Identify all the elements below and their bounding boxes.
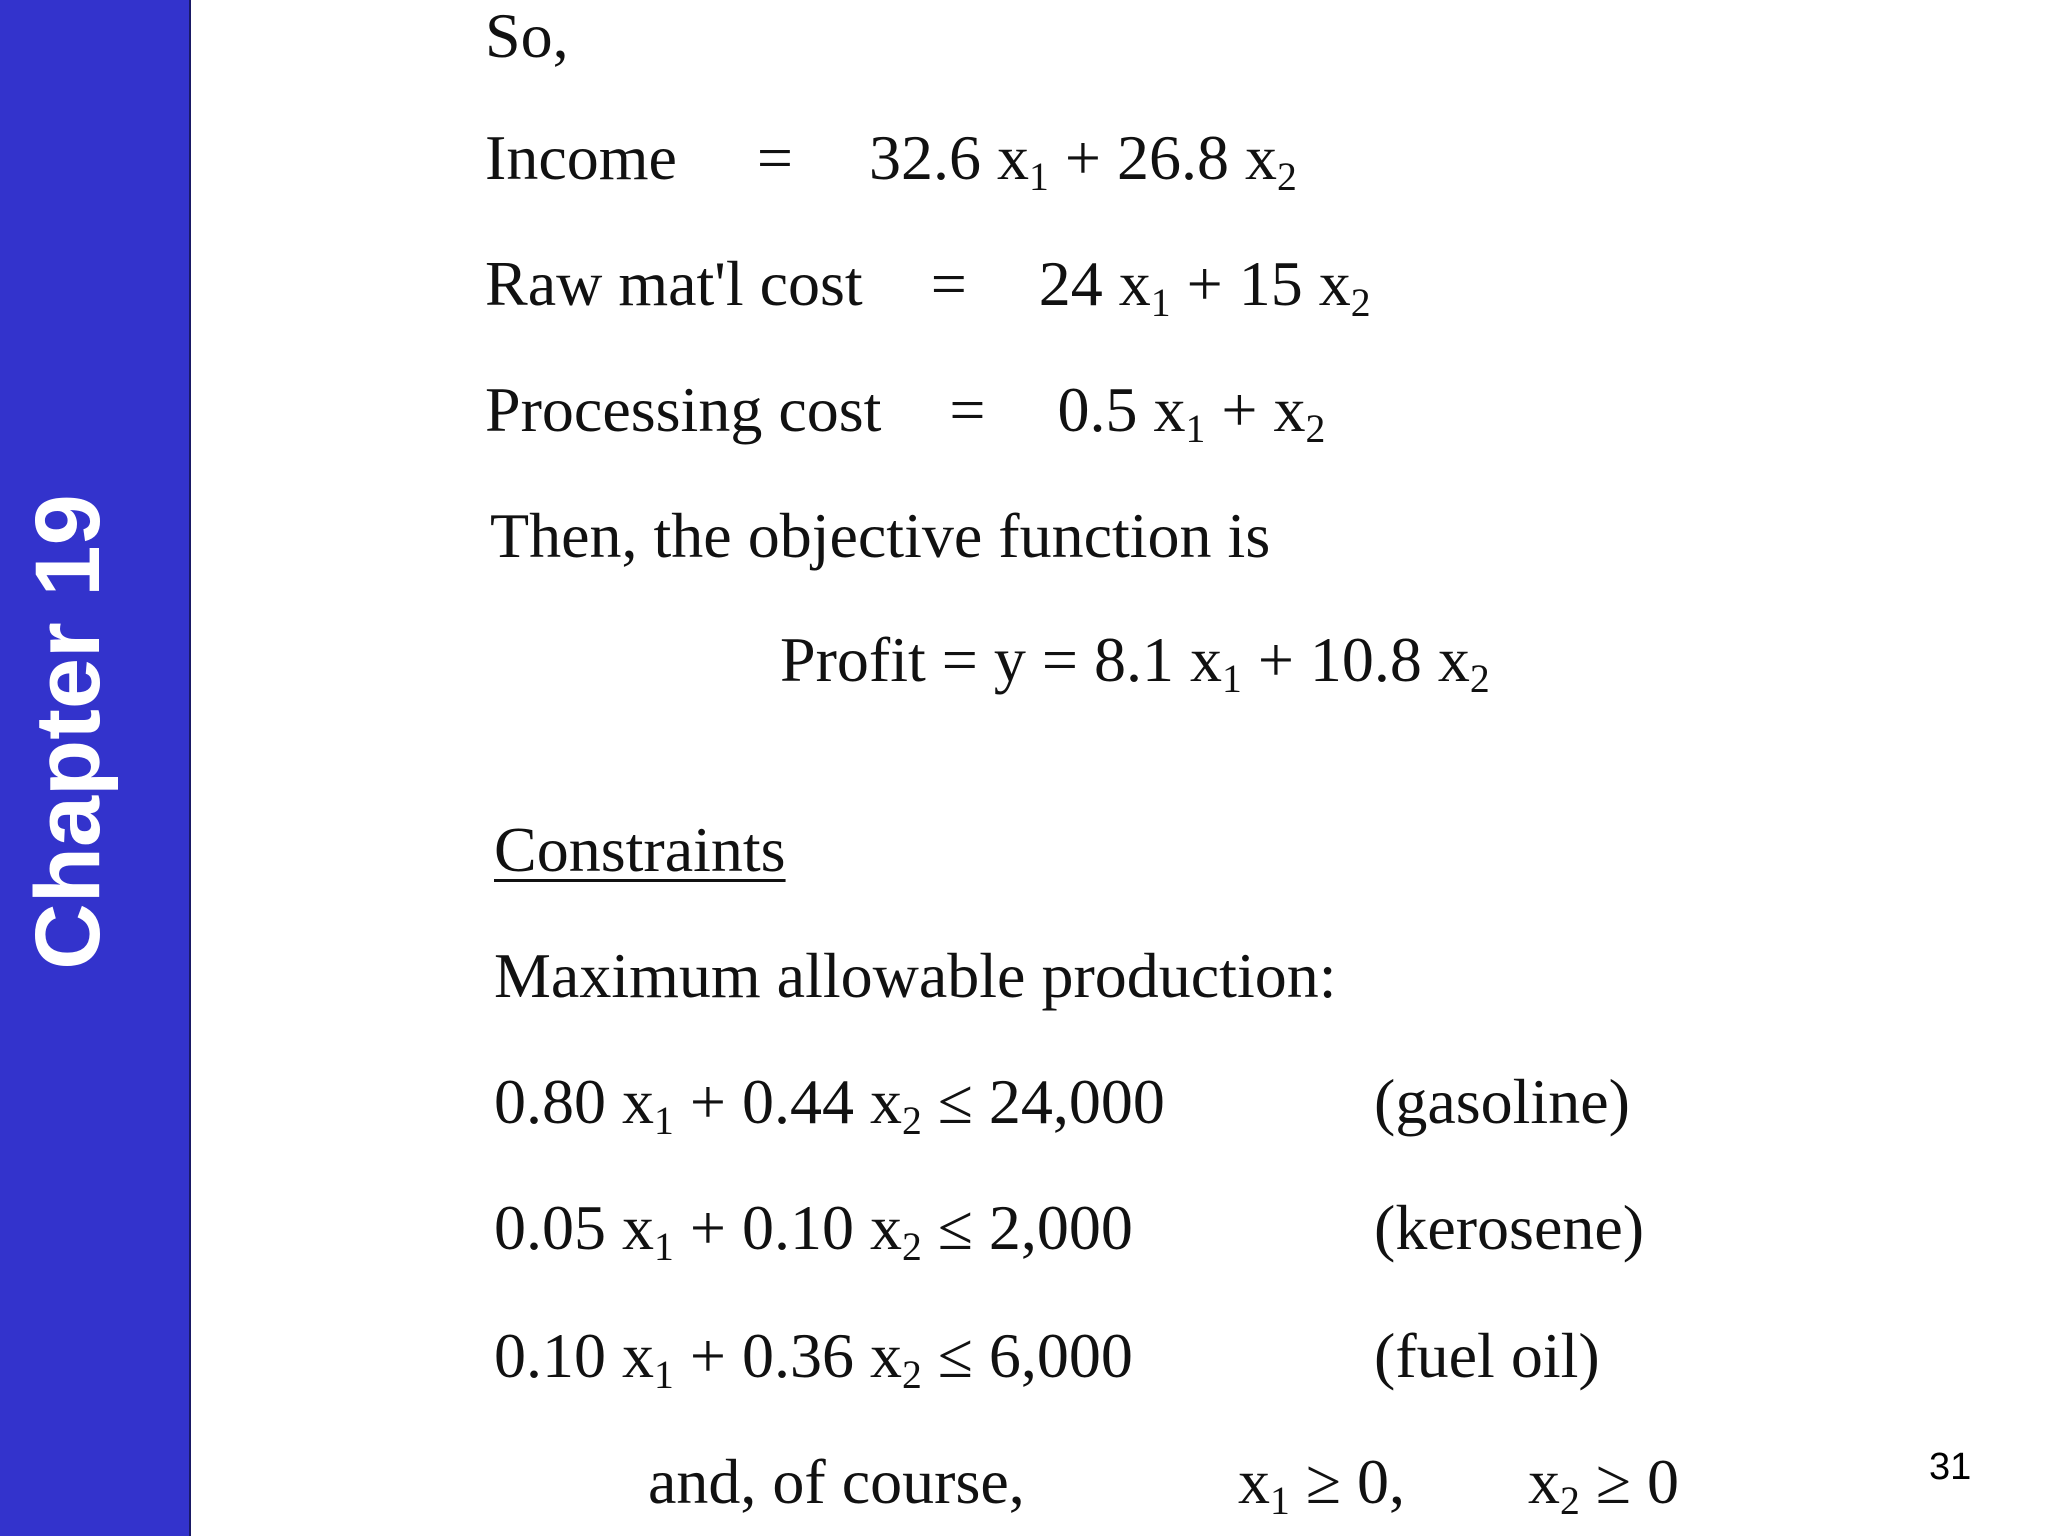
income-sub-1: 1 — [1029, 155, 1049, 200]
constraint-fuel-oil-note: (fuel oil) — [1374, 1320, 1600, 1391]
constraint-kerosene-term-2: + 0.10 x — [673, 1192, 902, 1263]
nonnegativity-constraint — [648, 1446, 1679, 1524]
constraint-gasoline-rhs: ≤ 24,000 — [921, 1066, 1165, 1137]
raw-cost-label: Raw mat'l cost — [485, 248, 863, 319]
profit-sub-1: 1 — [1221, 657, 1242, 702]
constraints-heading — [494, 814, 786, 885]
max-production-label: Maximum allowable production: — [494, 940, 1337, 1011]
processing-cost-term-2: + x — [1205, 374, 1306, 445]
income-sub-2: 2 — [1276, 155, 1297, 200]
constraint-gasoline-sub-1: 1 — [654, 1099, 674, 1144]
nonneg-x2-rhs: ≥ 0 — [1579, 1446, 1679, 1517]
nonneg-x2-var: x — [1528, 1446, 1560, 1517]
intro-text: So, — [485, 0, 569, 71]
raw-cost-equation — [485, 248, 1371, 326]
processing-cost-equals: = — [949, 374, 986, 445]
income-label: Income — [485, 122, 677, 193]
constraint-fuel-oil-sub-1: 1 — [654, 1353, 674, 1398]
constraint-gasoline-term-2: + 0.44 x — [673, 1066, 902, 1137]
constraint-gasoline — [494, 1066, 1630, 1144]
constraint-kerosene-sub-2: 2 — [901, 1225, 922, 1270]
nonneg-x2-sub: 2 — [1560, 1479, 1580, 1524]
income-equals: = — [756, 122, 793, 193]
processing-cost-sub-2: 2 — [1305, 407, 1326, 452]
chapter-sidebar — [0, 0, 191, 1536]
constraint-gasoline-term-1: 0.80 x — [494, 1066, 654, 1137]
constraint-kerosene-rhs: ≤ 2,000 — [921, 1192, 1133, 1263]
processing-cost-term-1: 0.5 x — [1057, 374, 1186, 445]
income-equation — [485, 122, 1297, 200]
profit-equation — [780, 624, 1490, 702]
nonneg-x1-sub: 1 — [1270, 1479, 1290, 1524]
constraints-heading-text: Constraints — [494, 814, 786, 885]
raw-cost-sub-1: 1 — [1150, 281, 1171, 326]
profit-sub-2: 2 — [1469, 657, 1490, 702]
constraint-gasoline-sub-2: 2 — [901, 1099, 922, 1144]
constraint-gasoline-expr — [494, 1066, 1374, 1144]
constraint-kerosene-term-1: 0.05 x — [494, 1192, 654, 1263]
constraint-gasoline-note: (gasoline) — [1374, 1066, 1630, 1137]
constraint-kerosene-note: (kerosene) — [1374, 1192, 1645, 1263]
constraint-kerosene — [494, 1192, 1645, 1270]
nonneg-x2 — [1528, 1446, 1679, 1524]
constraint-fuel-oil-term-2: + 0.36 x — [673, 1320, 902, 1391]
objective-intro: Then, the objective function is — [490, 500, 1271, 571]
constraint-kerosene-expr — [494, 1192, 1374, 1270]
constraint-fuel-oil-sub-2: 2 — [901, 1353, 922, 1398]
nonneg-x1-rhs: ≥ 0, — [1289, 1446, 1405, 1517]
constraint-fuel-oil-term-1: 0.10 x — [494, 1320, 654, 1391]
processing-cost-equation — [485, 374, 1326, 452]
nonneg-lead: and, of course, — [648, 1446, 1025, 1517]
income-term-2: + 26.8 x — [1048, 122, 1277, 193]
raw-cost-sub-2: 2 — [1350, 281, 1371, 326]
constraint-fuel-oil — [494, 1320, 1600, 1398]
raw-cost-equals: = — [930, 248, 967, 319]
nonneg-x1-var: x — [1238, 1446, 1270, 1517]
processing-cost-sub-1: 1 — [1185, 407, 1206, 452]
raw-cost-term-1: 24 x — [1038, 248, 1151, 319]
processing-cost-label: Processing cost — [485, 374, 882, 445]
chapter-label: Chapter 19 — [17, 494, 119, 970]
nonneg-x1 — [1238, 1446, 1528, 1524]
profit-term-1: Profit = y = 8.1 x — [780, 624, 1222, 695]
raw-cost-term-2: + 15 x — [1170, 248, 1351, 319]
income-term-1: 32.6 x — [869, 122, 1029, 193]
constraint-fuel-oil-expr — [494, 1320, 1374, 1398]
profit-term-2: + 10.8 x — [1241, 624, 1470, 695]
page-number: 31 — [1929, 1446, 1972, 1488]
constraint-kerosene-sub-1: 1 — [654, 1225, 674, 1270]
constraint-fuel-oil-rhs: ≤ 6,000 — [921, 1320, 1133, 1391]
